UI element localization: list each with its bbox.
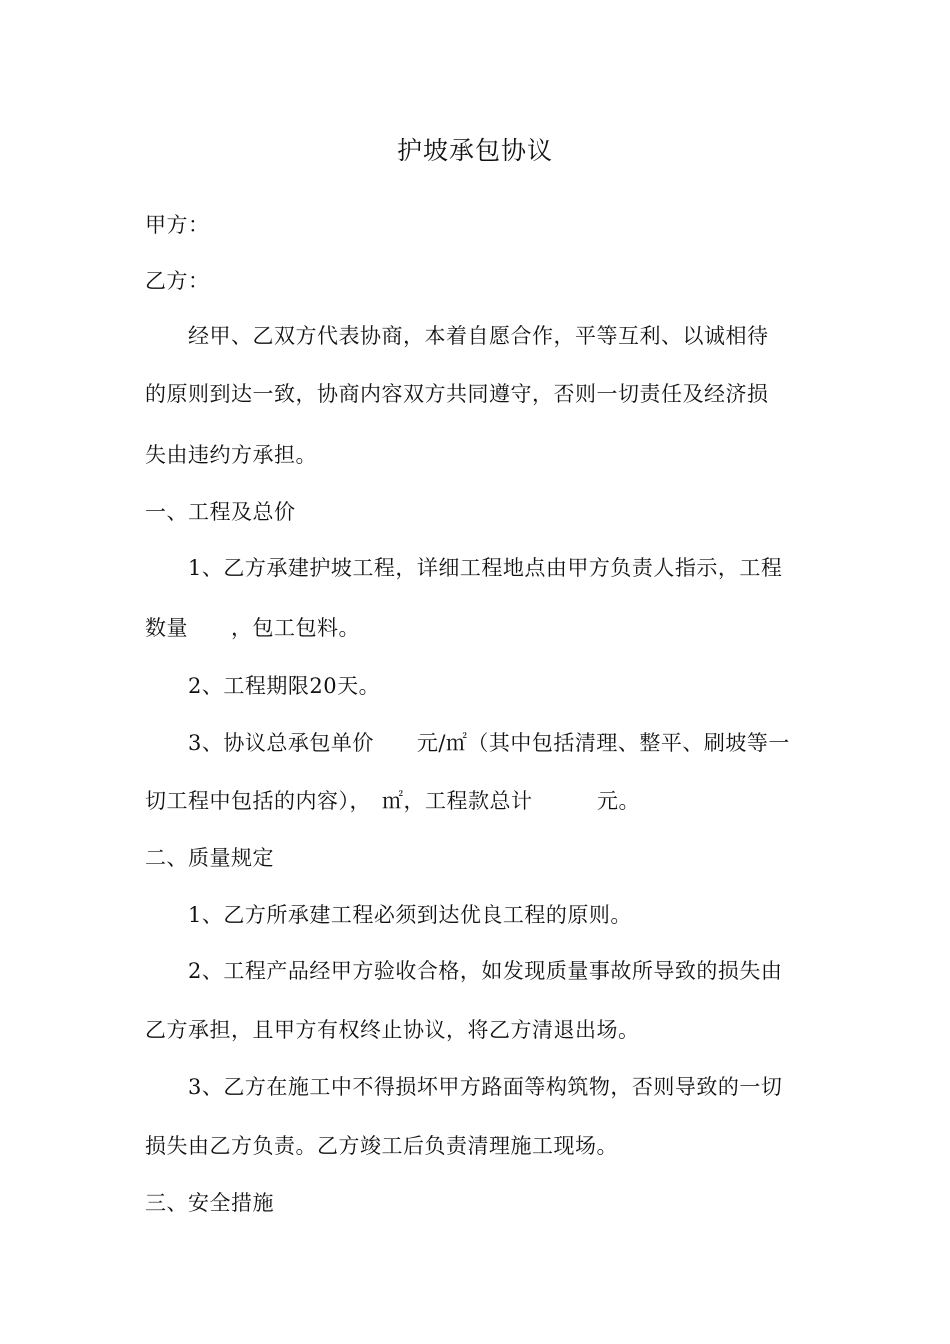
section-2-heading: 二、质量规定 (145, 846, 274, 870)
section-1-item-3-line-1: 3、协议总承包单价 元/㎡（其中包括清理、整平、刷坡等一 (188, 731, 790, 755)
section-2-item-3-line-1: 3、乙方在施工中不得损坏甲方路面等构筑物，否则导致的一切 (188, 1075, 783, 1099)
section-2-item-2-line-1: 2、工程产品经甲方验收合格，如发现质量事故所导致的损失由 (188, 959, 783, 983)
intro-line-3: 失由违约方承担。 (145, 443, 317, 467)
section-3-heading: 三、安全措施 (145, 1191, 274, 1215)
section-2-item-1: 1、乙方所承建工程必须到达优良工程的原则。 (188, 903, 632, 927)
section-1-heading: 一、工程及总价 (145, 500, 296, 524)
party-b-label: 乙方： (145, 269, 210, 293)
section-1-item-2: 2、工程期限20天。 (188, 674, 381, 698)
section-1-item-1-line-1: 1、乙方承建护坡工程，详细工程地点由甲方负责人指示，工程 (188, 556, 783, 580)
intro-line-1: 经甲、乙双方代表协商，本着自愿合作，平等互利、以诚相待 (188, 324, 769, 348)
section-1-item-1-line-2: 数量 ，包工包料。 (145, 616, 360, 640)
section-1-item-3-line-2: 切工程中包括的内容）， ㎡，工程款总计 元。 (145, 789, 640, 813)
section-2-item-2-line-2: 乙方承担，且甲方有权终止协议，将乙方清退出场。 (145, 1018, 640, 1042)
intro-line-2: 的原则到达一致，协商内容双方共同遵守，否则一切责任及经济损 (145, 382, 769, 406)
section-2-item-3-line-2: 损失由乙方负责。乙方竣工后负责清理施工现场。 (145, 1134, 618, 1158)
document-title: 护坡承包协议 (396, 136, 553, 165)
party-a-label: 甲方： (145, 213, 210, 237)
